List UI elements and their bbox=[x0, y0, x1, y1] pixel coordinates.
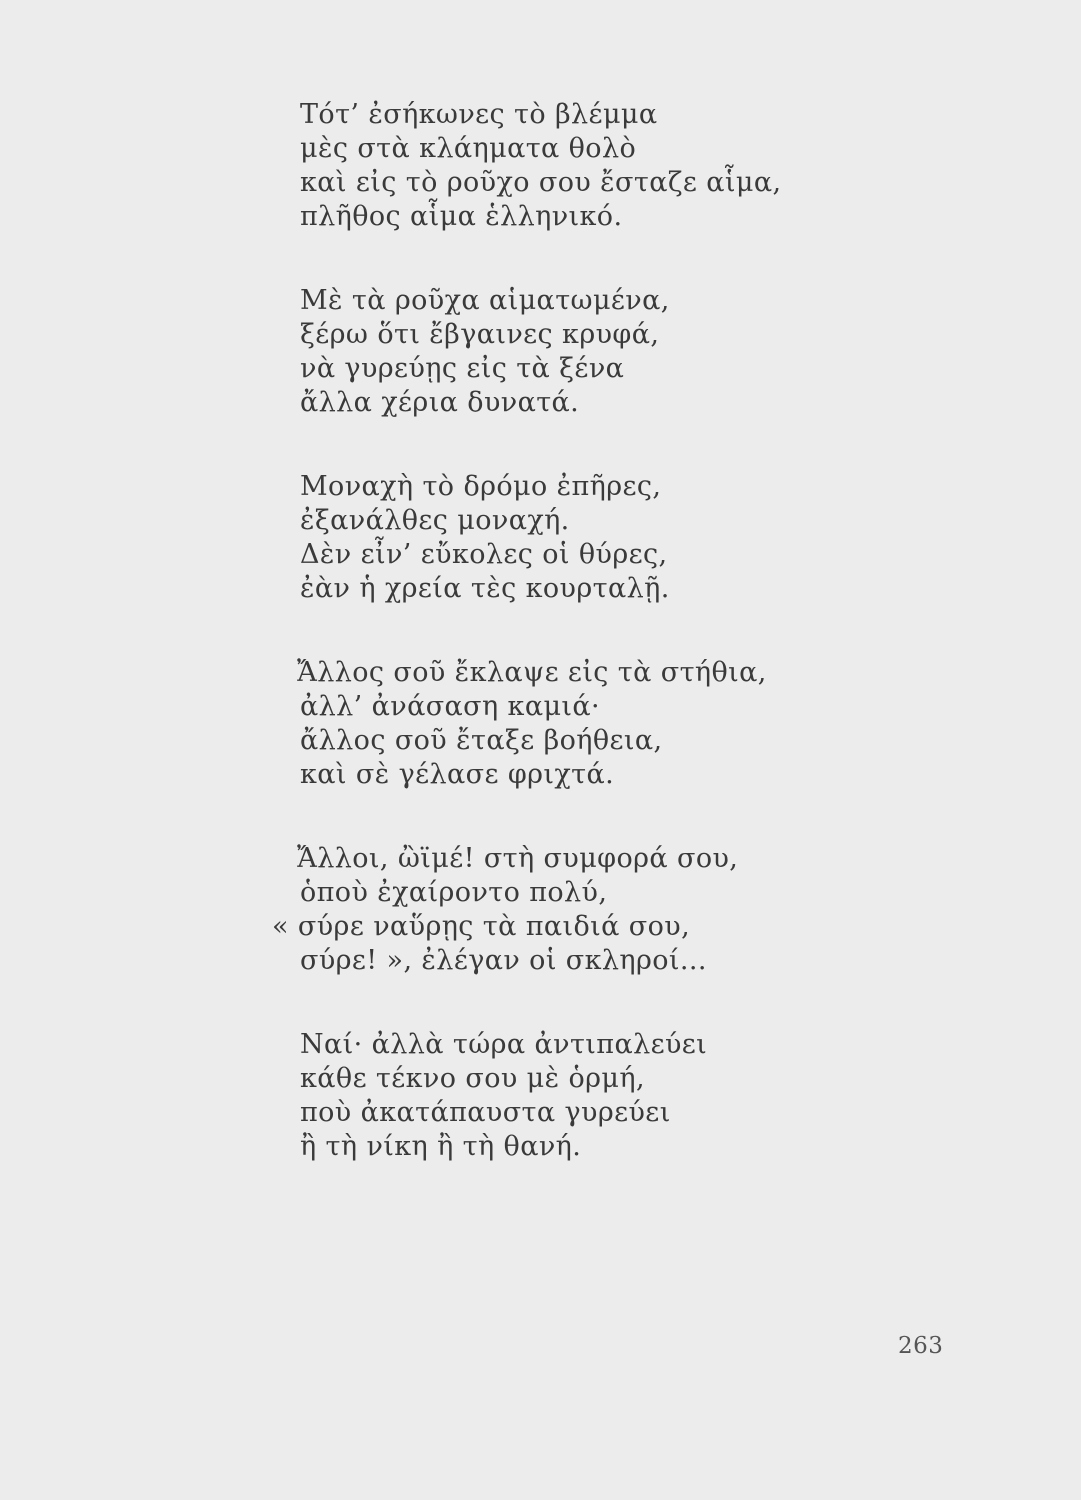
stanza-2 bbox=[300, 284, 820, 420]
poem-line: Δὲν εἶν’ εὔκολες οἱ θύρες, bbox=[300, 539, 668, 570]
stanza-1 bbox=[300, 98, 820, 234]
poem-line: κάθε τέκνο σου μὲ ὁρμή, bbox=[300, 1063, 645, 1094]
stanza-5 bbox=[272, 842, 820, 978]
poem-line: καὶ σὲ γέλασε φριχτά. bbox=[300, 759, 615, 790]
poem-line: Ἄλλος σοῦ ἔκλαψε εἰς τὰ στήθια, bbox=[297, 657, 767, 688]
stanza-6 bbox=[300, 1028, 820, 1164]
poem-line: Μὲ τὰ ροῦχα αἱματωμένα, bbox=[300, 285, 670, 316]
stanza-4 bbox=[297, 656, 820, 792]
poem-line: σύρε! », ἐλέγαν οἱ σκληροί... bbox=[300, 945, 707, 976]
poem-line: ξέρω ὅτι ἔβγαινες κρυφά, bbox=[300, 319, 660, 350]
poem-line: « σύρε ναὕρῃς τὰ παιδιά σου, bbox=[272, 911, 691, 942]
poem-line: ἐὰν ἡ χρεία τὲς κουρταλῇ. bbox=[300, 573, 670, 604]
poem-line: πλῆθος αἷμα ἑλληνικό. bbox=[300, 201, 623, 232]
poem-line: ἢ τὴ νίκη ἢ τὴ θανή. bbox=[300, 1131, 582, 1162]
poem-line: ἀλλ’ ἀνάσαση καμιά· bbox=[300, 691, 601, 722]
poem-line: ἄλλος σοῦ ἔταξε βοήθεια, bbox=[300, 725, 663, 756]
poem-line: ποὺ ἀκατάπαυστα γυρεύει bbox=[300, 1097, 671, 1128]
poem-line: ὁποὺ ἐχαίροντο πολύ, bbox=[300, 877, 608, 908]
stanza-3 bbox=[300, 470, 820, 606]
poem-line: Ἄλλοι, ὢϊμέ! στὴ συμφορά σου, bbox=[297, 843, 739, 874]
poem-line: ἐξανάλθες μοναχή. bbox=[300, 505, 570, 536]
page-number: 263 bbox=[898, 1333, 944, 1359]
poem-line: μὲς στὰ κλάηματα θολὸ bbox=[300, 133, 637, 164]
poem-line: Τότ’ ἐσήκωνες τὸ βλέμμα bbox=[300, 99, 658, 130]
poem-line: Μοναχὴ τὸ δρόμο ἐπῆρες, bbox=[300, 471, 662, 502]
poem-line: ἄλλα χέρια δυνατά. bbox=[300, 387, 580, 418]
poem bbox=[272, 98, 820, 1214]
poem-line: καὶ εἰς τὸ ροῦχο σου ἔσταζε αἷμα, bbox=[300, 167, 782, 198]
poem-line: Ναί· ἀλλὰ τώρα ἀντιπαλεύει bbox=[300, 1029, 708, 1060]
poem-line: νὰ γυρεύῃς εἰς τὰ ξένα bbox=[300, 353, 625, 384]
